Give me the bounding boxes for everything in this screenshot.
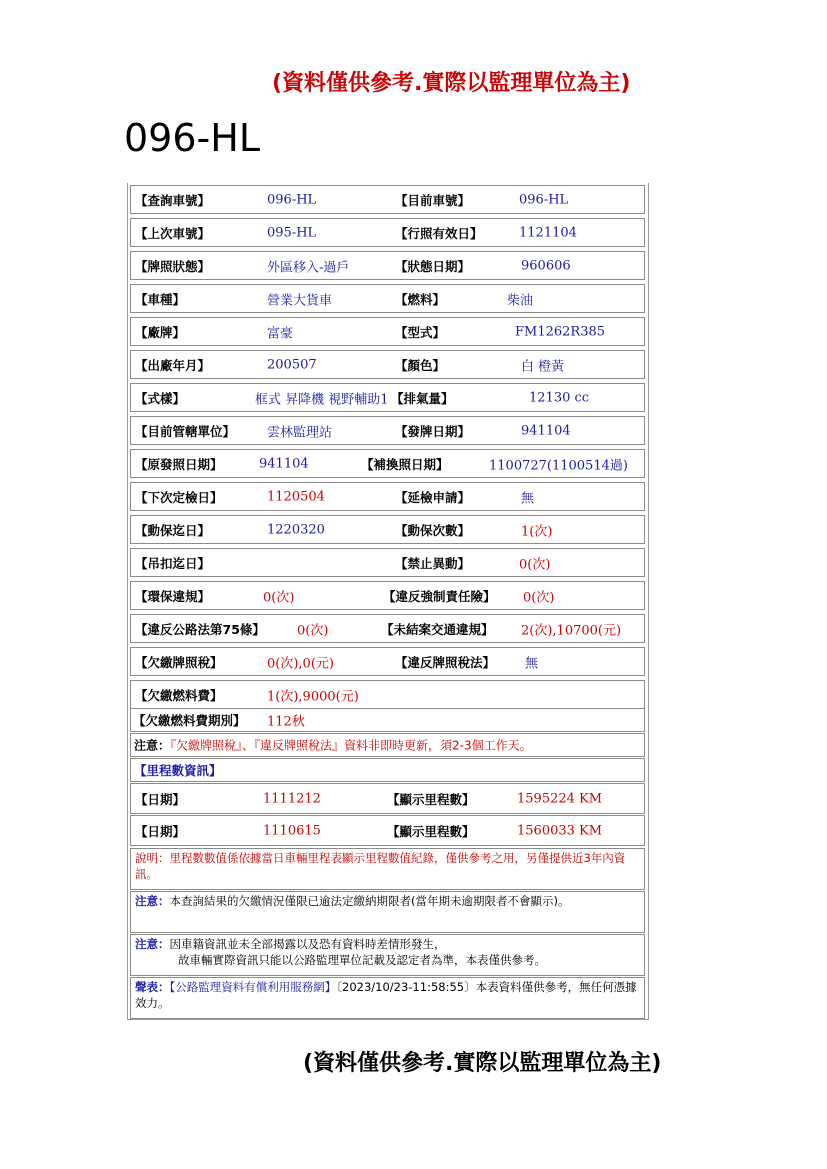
field-value: 095-HL	[267, 225, 317, 240]
fuel-period-row	[130, 708, 645, 732]
field-value: 096-HL	[519, 192, 569, 207]
info-row	[130, 251, 645, 280]
field-value: 941104	[521, 423, 571, 438]
tax-notice-row	[130, 733, 645, 757]
field-value: 白 橙黃	[521, 359, 565, 374]
field-label: 【狀態日期】	[395, 258, 471, 274]
field-label: 【出廠年月】	[135, 357, 211, 373]
source-note	[130, 977, 645, 1019]
fuel-period-label: 【欠繳燃料費期別】	[133, 713, 246, 728]
mileage-explain-note	[130, 848, 645, 890]
field-value: 096-HL	[267, 192, 317, 207]
field-label: 【目前管轄單位】	[135, 423, 236, 439]
data-accuracy-line1: 因車籍資訊並未全部揭露以及恐有資料時差情形發生，	[169, 937, 446, 951]
field-value: 外區移入-過戶	[267, 260, 350, 275]
field-value: 無	[525, 656, 539, 671]
info-row	[130, 515, 645, 544]
field-value: 0(次)	[519, 557, 551, 572]
mileage-date-label: 【日期】	[135, 791, 186, 807]
field-label: 【廠牌】	[135, 324, 186, 340]
field-label: 【欠繳牌照稅】	[135, 654, 223, 670]
field-value: 0(次),0(元)	[267, 656, 334, 671]
info-row	[130, 383, 645, 412]
tax-notice	[134, 737, 532, 754]
field-value: 2(次),10700(元)	[521, 623, 622, 638]
field-value: 雲林監理站	[267, 425, 333, 440]
field-value: 富豪	[267, 326, 294, 341]
field-value: 柴油	[507, 293, 534, 308]
info-row	[130, 185, 645, 214]
field-value: 0(次)	[523, 590, 555, 605]
field-label: 【違反牌照稅法】	[395, 654, 496, 670]
mileage-heading: 【里程數資訊】	[134, 763, 222, 778]
mileage-km-value: 1560033 KM	[517, 823, 603, 838]
field-label: 【排氣量】	[391, 390, 454, 406]
field-value: 框式 昇降機 視野輔助1	[255, 392, 389, 407]
field-label: 【動保迄日】	[135, 522, 211, 538]
field-label: 【車種】	[135, 291, 186, 307]
info-row	[130, 647, 645, 676]
source-tail: 本表資料僅供參考，無任何憑據效力。	[135, 980, 637, 1010]
field-value: 12130 cc	[529, 390, 590, 405]
field-label: 【下次定檢日】	[135, 489, 223, 505]
plate-number-title: 096-HL	[124, 116, 260, 160]
data-accuracy-note	[130, 934, 645, 976]
field-label: 【行照有效日】	[395, 225, 483, 241]
field-value: 營業大貨車	[267, 293, 333, 308]
tax-notice-lead: 注意：	[134, 738, 171, 753]
info-row	[130, 218, 645, 247]
field-value: 0(次)	[297, 623, 329, 638]
fuel-period-value: 112秋	[267, 714, 305, 730]
mileage-row	[130, 783, 645, 814]
field-value: 200507	[267, 357, 317, 372]
field-value: 無	[521, 491, 535, 506]
field-label: 【環保違規】	[135, 588, 211, 604]
field-label: 【目前車號】	[395, 192, 471, 208]
field-label: 【上次車號】	[135, 225, 211, 241]
mileage-km-label: 【顯示里程數】	[387, 823, 475, 839]
field-label: 【未結案交通違規】	[381, 621, 494, 637]
field-label: 【欠繳燃料費】	[135, 687, 223, 703]
info-row	[130, 482, 645, 511]
top-disclaimer: (資料僅供參考.實際以監理單位為主)	[272, 71, 631, 96]
field-value: 1(次)	[521, 524, 553, 539]
mileage-row	[130, 815, 645, 846]
info-row	[130, 284, 645, 313]
field-label: 【式樣】	[135, 390, 186, 406]
field-label: 【違反強制責任險】	[383, 588, 496, 604]
arrears-note-text: 本查詢結果的欠繳情況僅限已逾法定繳納期限者(當年期未逾期限者不會顯示)。	[169, 894, 570, 908]
info-row	[130, 581, 645, 610]
field-label: 【動保次數】	[395, 522, 471, 538]
field-value: 1(次),9000(元)	[267, 689, 359, 704]
mileage-date-label: 【日期】	[135, 823, 186, 839]
mileage-heading-row	[130, 758, 645, 782]
info-row	[130, 350, 645, 379]
field-value: 941104	[259, 456, 309, 471]
info-row	[130, 680, 645, 709]
field-label: 【型式】	[395, 324, 446, 340]
field-label: 【補換照日期】	[361, 456, 449, 472]
source-link[interactable]: 【公路監理資料有償利用服務網】	[169, 980, 337, 994]
field-value: 0(次)	[263, 590, 295, 605]
field-label: 【發牌日期】	[395, 423, 471, 439]
info-row	[130, 614, 645, 643]
source-timestamp: 〔2023/10/23-11:58:55〕	[336, 980, 476, 994]
mileage-date-value: 1110615	[263, 823, 321, 838]
field-label: 【顏色】	[395, 357, 446, 373]
mileage-explain-text: 說明：里程數數值係依據當日車輛里程表顯示里程數值紀錄，僅供參考之用，另僅提供近3年內資訊。	[135, 851, 626, 881]
tax-notice-text: 『欠繳牌照稅』、『違反牌照稅法』資料非即時更新，須2-3個工作天。	[170, 738, 532, 753]
mileage-km-label: 【顯示里程數】	[387, 791, 475, 807]
mileage-date-value: 1111212	[263, 791, 321, 806]
field-value: 1121104	[519, 225, 577, 240]
field-label: 【違反公路法第75條】	[135, 621, 265, 637]
field-label: 【延檢申請】	[395, 489, 471, 505]
data-accuracy-lead: 注意：	[135, 937, 170, 951]
bottom-disclaimer: (資料僅供參考.實際以監理單位為主)	[303, 1051, 662, 1076]
data-accuracy-line2: 故車輛實際資訊只能以公路監理單位記載及認定者為準，本表僅供參考。	[178, 953, 546, 967]
info-row	[130, 416, 645, 445]
info-row	[130, 449, 645, 478]
field-value: 1100727(1100514過)	[489, 458, 628, 473]
field-label: 【查詢車號】	[135, 192, 211, 208]
field-label: 【燃料】	[395, 291, 446, 307]
field-value: 1220320	[267, 522, 325, 537]
field-label: 【吊扣迄日】	[135, 555, 211, 571]
field-label: 【禁止異動】	[395, 555, 471, 571]
field-label: 【牌照狀態】	[135, 258, 211, 274]
field-value: 960606	[521, 258, 571, 273]
source-lead: 聲表：	[135, 980, 170, 994]
info-row	[130, 317, 645, 346]
arrears-note	[130, 891, 645, 933]
mileage-km-value: 1595224 KM	[517, 791, 603, 806]
field-label: 【原發照日期】	[135, 456, 223, 472]
field-value: FM1262R385	[515, 324, 606, 339]
field-value: 1120504	[267, 489, 325, 504]
info-row	[130, 548, 645, 577]
arrears-note-lead: 注意：	[135, 894, 170, 908]
